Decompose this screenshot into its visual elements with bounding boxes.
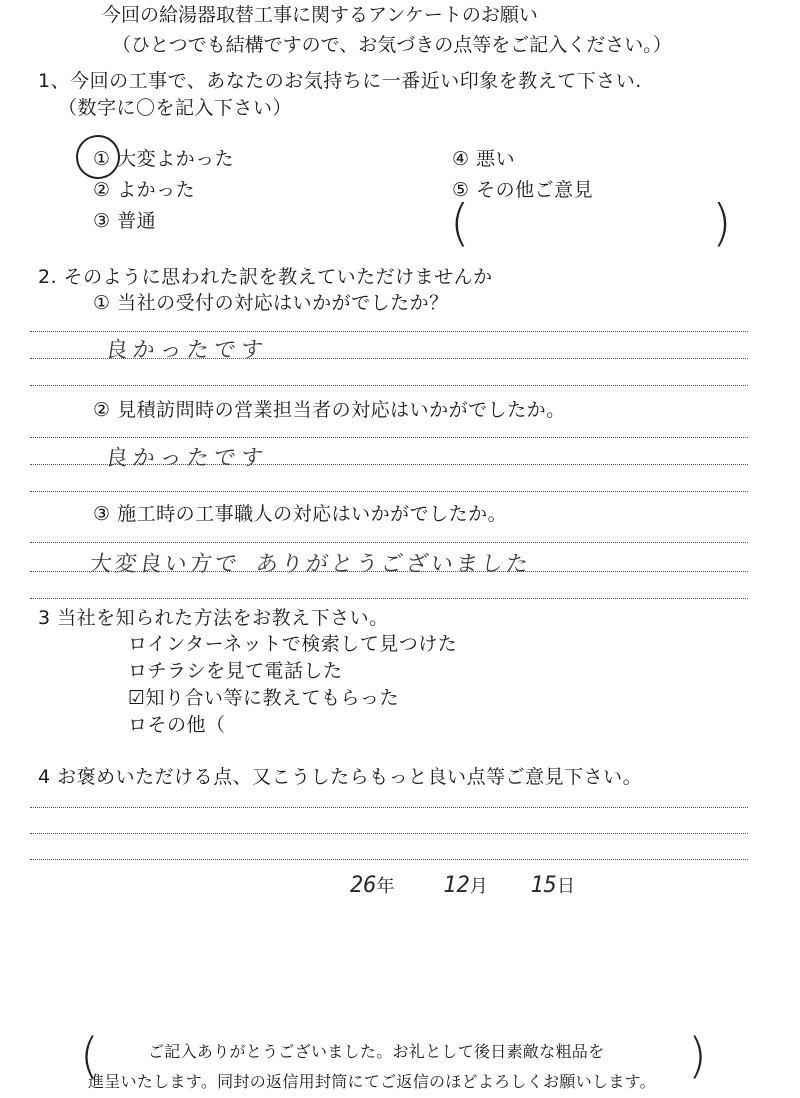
date-month-unit: 月 [469,876,488,897]
answer-line [30,571,748,572]
date-month[interactable]: 12 [443,873,470,898]
date-year[interactable]: 26 [350,873,377,898]
footer-bracket-open: ( [80,1028,99,1084]
comment-line [30,833,748,834]
q1-option-1[interactable]: ① 大変よかった [93,148,235,170]
survey-subtitle: （ひとつでも結構ですので、お気づきの点等をご記入ください。） [112,34,672,56]
date-day[interactable]: 15 [530,873,557,898]
date-year-unit: 年 [376,876,395,897]
footer-line-2: 進呈いたします。同封の返信用封筒にてご返信のほどよろしくお願いします。 [88,1072,656,1091]
q2-sub1-question: ① 当社の受付の対応はいかがでしたか？ [93,292,449,314]
answer-line [30,385,748,386]
q1-other-paren-close: ) [712,194,732,252]
q3-question: 3 当社を知られた方法をお教え下さい。 [38,607,389,629]
comment-line [30,859,748,860]
q1-option-3[interactable]: ③ 普通 [93,210,157,232]
comment-line [30,807,748,808]
answer-line [30,437,748,438]
q2-sub3-answer[interactable]: 大変良い方で ありがとうございました [87,552,533,577]
date-day-unit: 日 [556,876,575,897]
q2-sub1-answer[interactable]: 良かったです [103,338,270,363]
q2-sub2-answer[interactable]: 良かったです [103,446,270,471]
q2-sub2-question: ② 見積訪問時の営業担当者の対応はいかがでしたか。 [93,399,566,421]
answer-line [30,358,748,359]
q1-option-5[interactable]: ⑤ その他ご意見 [452,179,594,201]
q4-question: 4 お褒めいただける点、又こうしたらもっと良い点等ご意見下さい。 [38,766,643,788]
footer-line-1: ご記入ありがとうございました。お礼として後日素敵な粗品を [148,1042,605,1061]
q1-option-4[interactable]: ④ 悪い [452,148,516,170]
survey-title: 今回の給湯器取替工事に関するアンケートのお願い [102,4,538,26]
answer-line [30,331,748,332]
date-field [350,872,575,898]
answer-line [30,542,748,543]
q2-question: 2. そのように思われた訳を教えていただけませんか [38,266,493,288]
q2-sub3-question: ③ 施工時の工事職人の対応はいかがでしたか。 [93,503,508,525]
q1-question: 1、今回の工事で、あなたのお気持ちに一番近い印象を教えて下さい. [38,70,642,92]
q1-other-paren-open: ( [450,194,470,252]
q3-option-acquaintance[interactable]: ☑知り合い等に教えてもらった [128,687,400,709]
q1-option-2[interactable]: ② よかった [93,179,196,201]
q3-option-flyer[interactable]: ロチラシを見て電話した [128,660,343,682]
footer-bracket-close: ) [688,1028,707,1084]
answer-line [30,598,748,599]
answer-line [30,464,748,465]
q3-option-other[interactable]: ロその他（ [128,714,226,736]
answer-line [30,491,748,492]
q1-instruction: （数字に〇を記入下さい） [58,97,293,119]
q3-option-internet[interactable]: ロインターネットで検索して見つけた [128,633,458,655]
